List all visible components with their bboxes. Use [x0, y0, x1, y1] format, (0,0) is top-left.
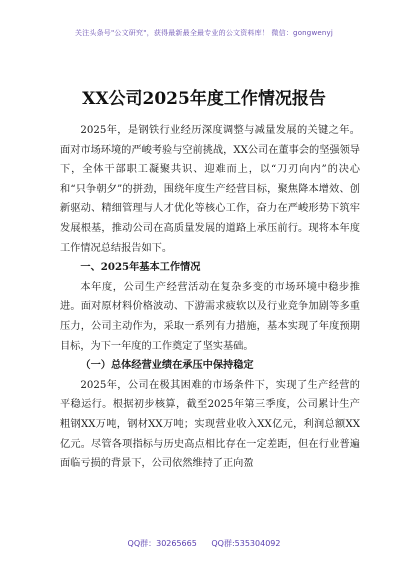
- header-note: 关注头条号"公文研究"，获得最新最全最专业的公文资料库！ 微信：gongwenyj: [74, 29, 334, 37]
- document-body: [60, 121, 360, 474]
- footer: [0, 538, 408, 549]
- section-paragraph: 本年度，公司生产经营活动在复杂多变的市场环境中稳步推进。面对原材料价格波动、下游需求疲软以及行业竞争加剧等多重压力，公司主动作为，采取一系列有力措施，基本实现了年度预期目标，为下一年度的工作奠定了坚实基础。: [60, 281, 360, 352]
- intro-paragraph: 2025年，是钢铁行业经历深度调整与减量发展的关键之年。面对市场环境的严峻考验与空前挑战，XX公司在董事会的坚强领导下，全体干部职工凝聚共识、迎难而上，以“刀刃向内”的决心和“只争朝夕”的拼劲，围绕年度生产经营目标，聚焦降本增效、创新驱动、精细管理与人才优化等核心工作，奋力在严峻形势下筑牢发展根基，推动公司在高质量发展的道路上承压前行。现将本年度工作情况总结报告如下。: [60, 125, 360, 254]
- subsection-heading: （一）总体经营业绩在承压中保持稳定: [80, 359, 254, 372]
- footer-qq-group-2: QQ群:535304092: [211, 539, 281, 548]
- subsection-paragraph: 2025年，公司在极其困难的市场条件下，实现了生产经营的平稳运行。根据初步核算，截至2025年第三季度，公司累计生产粗钢XX万吨，钢材XX万吨；实现营业收入XX亿元，利润总额XX亿元。尽管各项指标与历史高点相比存在一定差距，但在行业普遍面临亏损的背景下，公司依然维持了正向盈: [60, 379, 360, 470]
- document-title: XX公司2025年度工作情况报告: [82, 89, 326, 109]
- section-heading: 一、2025年基本工作情况: [80, 261, 201, 274]
- footer-qq-group-1: QQ群：30265665: [127, 539, 197, 548]
